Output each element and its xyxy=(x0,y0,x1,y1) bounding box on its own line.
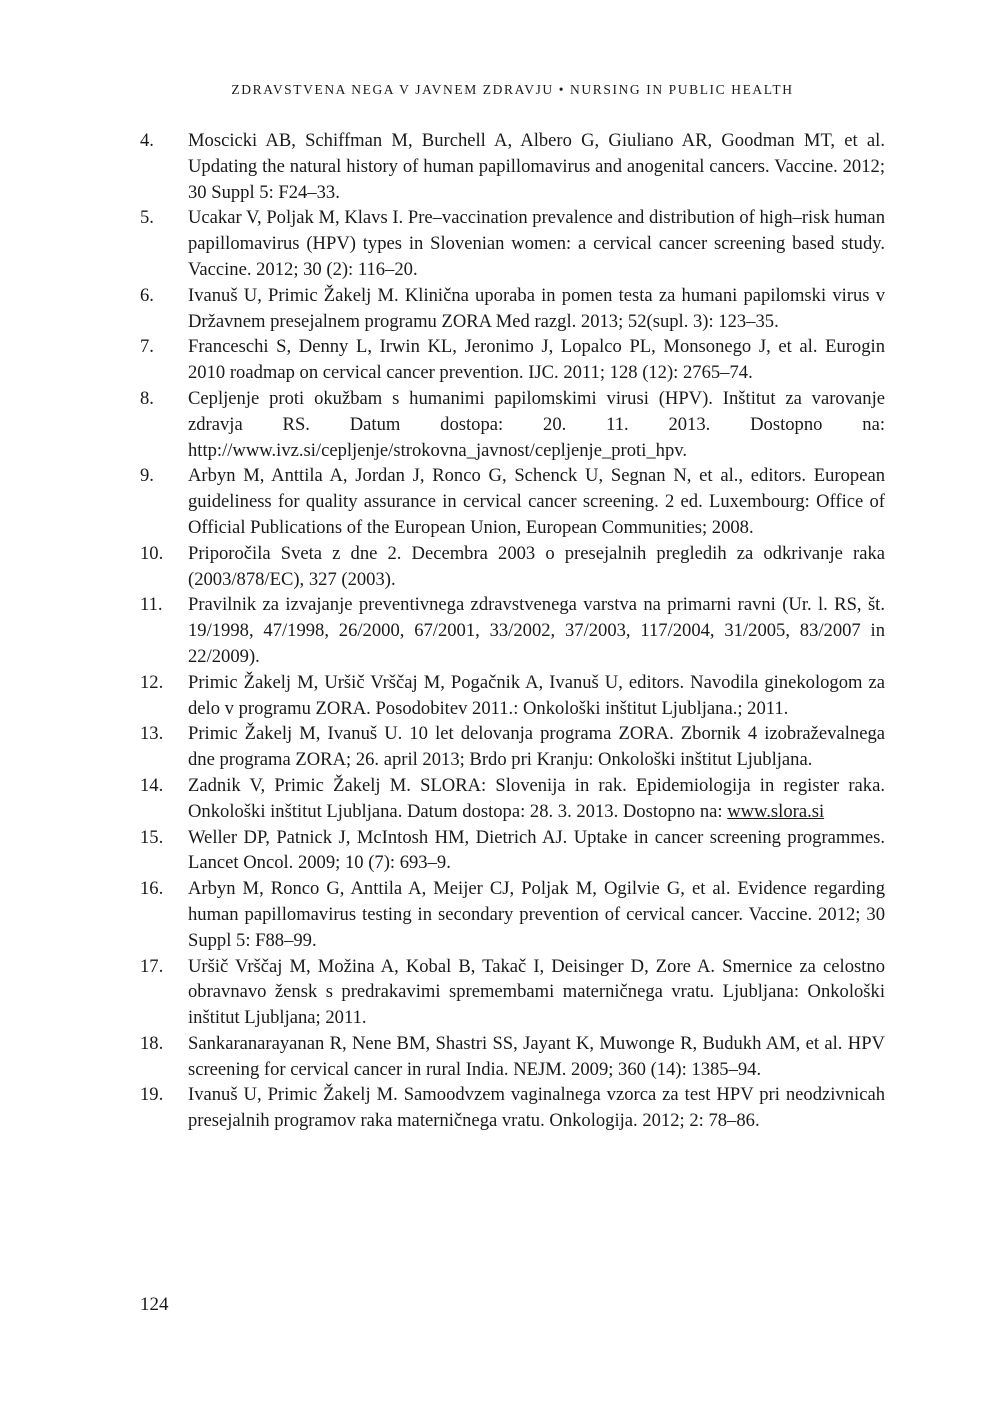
reference-item xyxy=(140,592,885,669)
reference-text: Ucakar V, Poljak M, Klavs I. Pre–vaccination prevalence and distribution of high–risk human papillomavirus (HPV) types in Slovenian women: a cervical cancer screening based study. Vaccine. 2012; 30 (2): 116–20. xyxy=(188,207,885,280)
reference-item xyxy=(140,825,885,877)
reference-text: Primic Žakelj M, Ivanuš U. 10 let delovanja programa ZORA. Zbornik 4 izobraževalnega dne programa ZORA; 26. april 2013; Brdo pri Kranju: Onkološki inštitut Ljubljana. xyxy=(188,723,885,771)
reference-text: Arbyn M, Anttila A, Jordan J, Ronco G, Schenck U, Segnan N, et al., editors. European guideliness for quality assurance in cervical cancer screening. 2 ed. Luxembourg: Office of Official Publications of the European Union, European Communities; 2008. xyxy=(188,465,885,538)
reference-item xyxy=(140,128,885,205)
reference-text: Primic Žakelj M, Uršič Vrščaj M, Pogačnik A, Ivanuš U, editors. Navodila ginekologom za delo v programu ZORA. Posodobitev 2011.: Onkološki inštitut Ljubljana.; 2011. xyxy=(188,671,885,719)
reference-text: Moscicki AB, Schiffman M, Burchell A, Albero G, Giuliano AR, Goodman MT, et al. Updating the natural history of human papillomavirus and anogenital cancers. Vaccine. 2012; 30 Suppl 5: F24–33. xyxy=(188,130,885,203)
reference-text: Franceschi S, Denny L, Irwin KL, Jeronimo J, Lopalco PL, Monsonego J, et al. Eurogin 2010 roadmap on cervical cancer prevention. IJC. 2011; 128 (12): 2765–74. xyxy=(188,336,885,384)
reference-item xyxy=(140,205,885,282)
reference-text: Arbyn M, Ronco G, Anttila A, Meijer CJ, Poljak M, Ogilvie G, et al. Evidence regarding human papillomavirus testing in secondary prevention of cervical cancer. Vaccine. 2012; 30 Suppl 5: F88–99. xyxy=(188,878,885,951)
reference-number: 14. xyxy=(140,774,164,796)
reference-text: Ivanuš U, Primic Žakelj M. Samoodvzem vaginalnega vzorca za test HPV pri neodzivnicah presejalnih programov raka materničnega vratu. Onkologija. 2012; 2: 78–86. xyxy=(188,1084,885,1132)
reference-item xyxy=(140,541,885,593)
reference-item xyxy=(140,386,885,463)
reference-number: 9. xyxy=(140,465,154,487)
reference-number: 7. xyxy=(140,336,154,358)
reference-item xyxy=(140,876,885,953)
reference-number: 13. xyxy=(140,723,164,745)
reference-text: Sankaranarayanan R, Nene BM, Shastri SS, Jayant K, Muwonge R, Budukh AM, et al. HPV screening for cervical cancer in rural India. NEJM. 2009; 360 (14): 1385–94. xyxy=(188,1032,885,1080)
reference-number: 10. xyxy=(140,542,164,564)
reference-list xyxy=(140,128,885,1134)
reference-number: 12. xyxy=(140,671,164,693)
reference-number: 16. xyxy=(140,878,164,900)
reference-item xyxy=(140,463,885,540)
reference-item xyxy=(140,670,885,722)
reference-number: 5. xyxy=(140,207,154,229)
reference-item xyxy=(140,1031,885,1083)
reference-number: 17. xyxy=(140,955,164,977)
reference-item xyxy=(140,1082,885,1134)
reference-text: Uršič Vrščaj M, Možina A, Kobal B, Takač I, Deisinger D, Zore A. Smernice za celostno obravnavo žensk s predrakavimi spremembami materničnega vratu. Ljubljana: Onkološki inštitut Ljubljana; 2011. xyxy=(188,955,885,1029)
reference-item xyxy=(140,954,885,1031)
reference-item xyxy=(140,334,885,386)
reference-number: 15. xyxy=(140,826,164,848)
page-number: 124 xyxy=(140,1294,169,1315)
reference-item xyxy=(140,721,885,773)
running-header: ZDRAVSTVENA NEGA V JAVNEM ZDRAVJU • NURSING IN PUBLIC HEALTH xyxy=(231,82,794,97)
reference-number: 8. xyxy=(140,387,154,409)
reference-text: Ivanuš U, Primic Žakelj M. Klinična uporaba in pomen testa za humani papilomski virus v Državnem presejalnem programu ZORA Med razgl. 2013; 52(supl. 3): 123–35. xyxy=(188,284,885,332)
reference-number: 11. xyxy=(140,594,163,616)
reference-item xyxy=(140,773,885,825)
reference-text: Priporočila Sveta z dne 2. Decembra 2003 o presejalnih pregledih za odkrivanje raka (2003/878/EC), 327 (2003). xyxy=(188,542,885,590)
reference-number: 18. xyxy=(140,1032,164,1054)
reference-text: Zadnik V, Primic Žakelj M. SLORA: Slovenija in rak. Epidemiologija in register raka. Onkološki inštitut Ljubljana. Datum dostopa: 28. 3. 2013. Dostopno na: xyxy=(188,774,885,822)
reference-number: 4. xyxy=(140,130,154,151)
reference-text: Weller DP, Patnick J, McIntosh HM, Dietrich AJ. Uptake in cancer screening programmes. Lancet Oncol. 2009; 10 (7): 693–9. xyxy=(188,826,885,874)
reference-item xyxy=(140,283,885,335)
reference-text: Cepljenje proti okužbam s humanimi papilomskimi virusi (HPV). Inštitut za varovanje zdravja RS. Datum dostopa: 20. 11. 2013. Dostopno na: http://www.ivz.si/cepljenje/strokovna_javnost/cepljenje_proti_hpv. xyxy=(188,387,885,461)
reference-link[interactable]: www.slora.si xyxy=(727,800,825,822)
reference-number: 6. xyxy=(140,284,154,306)
reference-text: Pravilnik za izvajanje preventivnega zdravstvenega varstva na primarni ravni (Ur. l. RS, št. 19/1998, 47/1998, 26/2000, 67/2001, 33/2002, 37/2003, 117/2004, 31/2005, 83/2007 in 22/2009). xyxy=(188,594,885,667)
reference-number: 19. xyxy=(140,1084,164,1106)
